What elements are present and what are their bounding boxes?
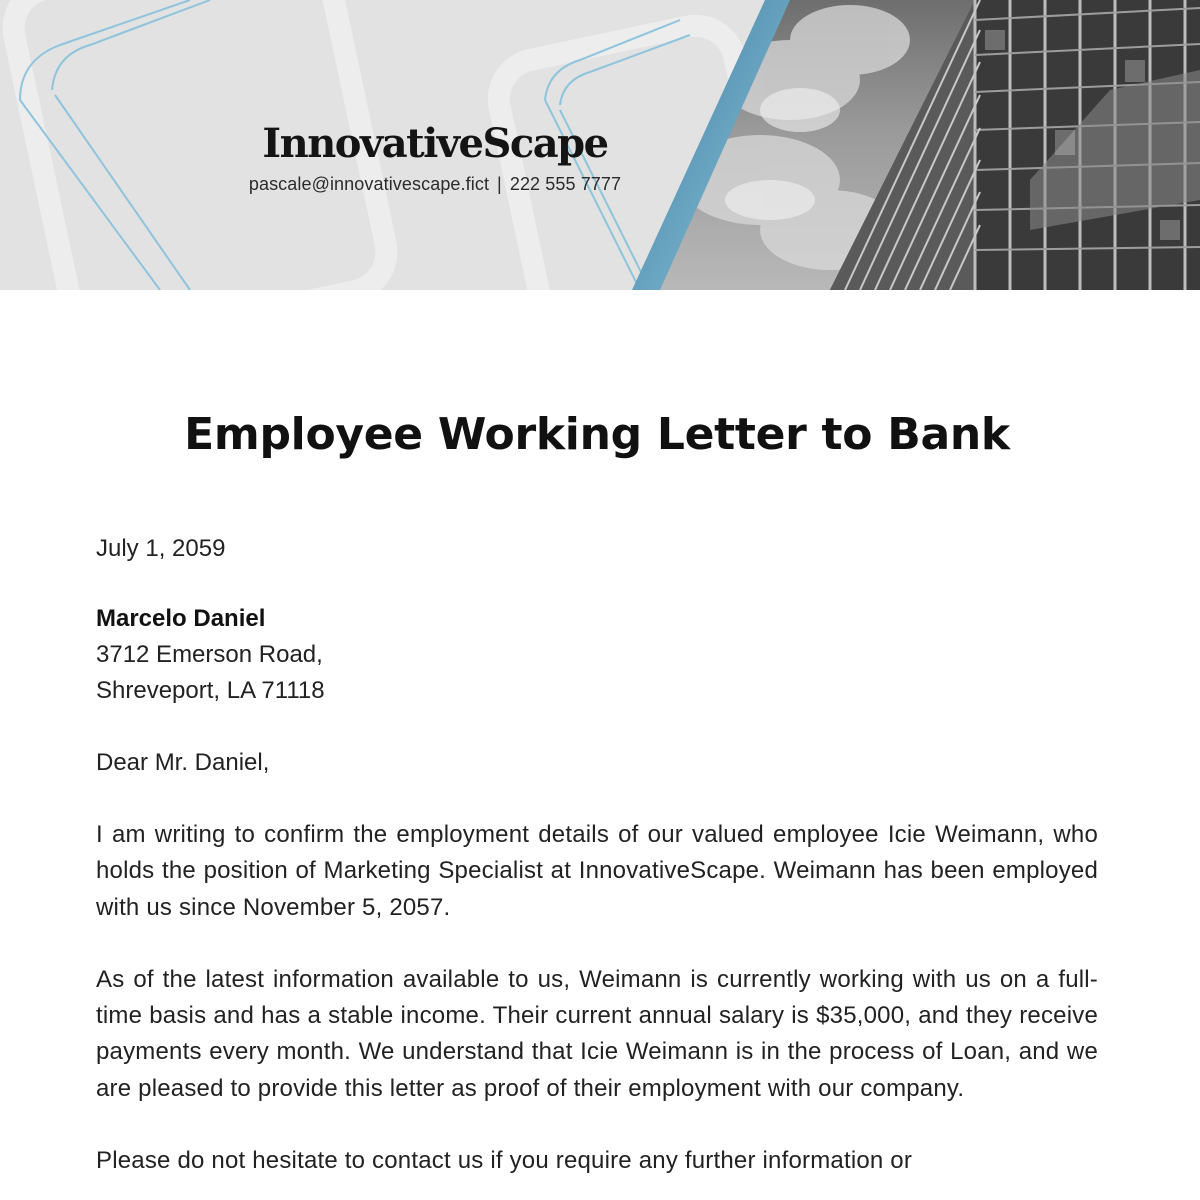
body-paragraph-1: I am writing to confirm the employment details of our valued employee Icie Weimann, who holds the position of Marketing Specialist at InnovativeScape. Weimann has been employed with us since November 5, 2057. [96, 821, 1098, 921]
body-paragraph-2: As of the latest information available to us, Weimann is currently working with us on a full-time basis and has a stable income. Their current annual salary is $35,000, and they receive payments every month. We understand that Icie Weimann is in the process of Loan, and we are pleased to provide this letter as proof of their employment with our company. [96, 965, 1098, 1102]
letter-date: July 1, 2059 [96, 535, 226, 562]
company-email[interactable]: pascale@innovativescape.fict [248, 174, 490, 194]
company-phone[interactable]: 222 555 7777 [509, 174, 622, 194]
body-paragraph-3: Please do not hesitate to contact us if you require any further information or [96, 1147, 913, 1175]
recipient-address-line1: 3712 Emerson Road, [96, 641, 323, 668]
header-banner [0, 0, 1200, 290]
company-brand [210, 122, 660, 195]
recipient-address-line2: Shreveport, LA 71118 [96, 677, 325, 704]
recipient-block [96, 601, 1098, 709]
salutation: Dear Mr. Daniel, [96, 749, 270, 776]
contact-separator: | [497, 174, 502, 194]
company-name: InnovativeScape [262, 120, 608, 167]
letter-body [96, 405, 1098, 1179]
recipient-name: Marcelo Daniel [96, 605, 266, 632]
document-title: Employee Working Letter to Bank [184, 409, 1010, 460]
company-contact [210, 174, 660, 195]
